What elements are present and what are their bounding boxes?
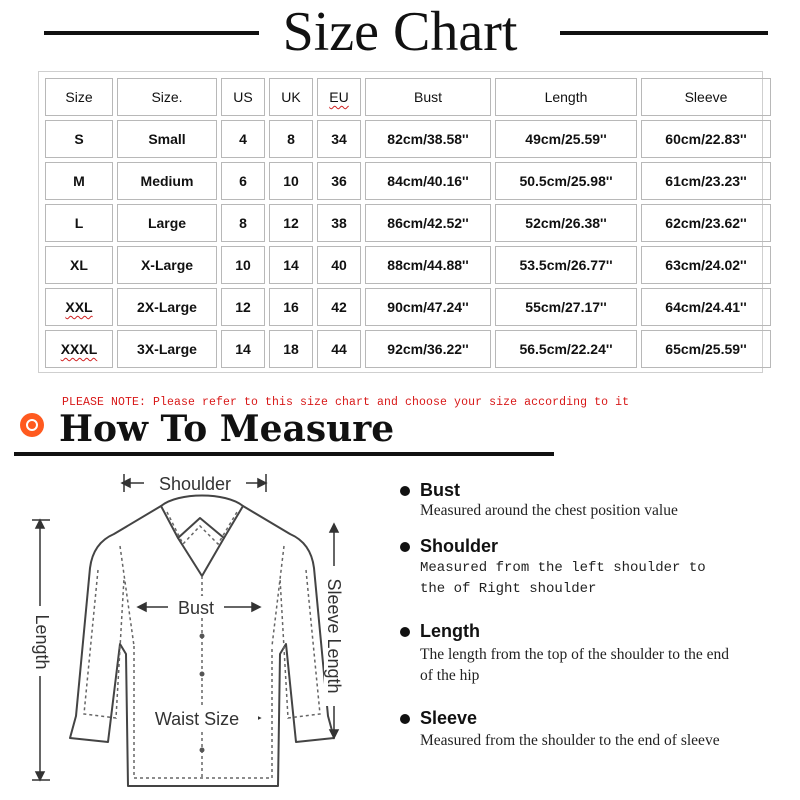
cell-uk: 10 <box>269 162 313 200</box>
cell-eu: 36 <box>317 162 361 200</box>
cell-length: 55cm/27.17'' <box>495 288 637 326</box>
cell-sleeve: 61cm/23.23'' <box>641 162 771 200</box>
bullet-icon <box>400 486 410 496</box>
table-header-row <box>45 78 771 116</box>
cell-us: 4 <box>221 120 265 158</box>
cell-size-name: Large <box>117 204 217 242</box>
measure-title: Sleeve <box>420 708 478 728</box>
cell-bust: 92cm/36.22'' <box>365 330 491 368</box>
cell-size-text: XXXL <box>60 341 98 357</box>
cell-us: 10 <box>221 246 265 284</box>
shirt-collar <box>161 506 243 538</box>
cell-size-name: 3X-Large <box>117 330 217 368</box>
cell-size-name: Small <box>117 120 217 158</box>
how-to-measure-title: How To Measure <box>59 408 395 450</box>
table-row <box>45 204 771 242</box>
cell-sleeve: 64cm/24.41'' <box>641 288 771 326</box>
header-eu-text: EU <box>329 89 349 105</box>
cell-sleeve: 60cm/22.83'' <box>641 120 771 158</box>
cell-uk: 18 <box>269 330 313 368</box>
measure-title: Length <box>420 621 480 641</box>
shirt-outline <box>70 496 334 787</box>
size-note: PLEASE NOTE: Please refer to this size chart and choose your size according to it <box>62 396 630 409</box>
cell-bust: 82cm/38.58'' <box>365 120 491 158</box>
cell-eu: 40 <box>317 246 361 284</box>
cell-length: 50.5cm/25.98'' <box>495 162 637 200</box>
cell-size-name: X-Large <box>117 246 217 284</box>
diagram-label-length: Length <box>32 614 52 670</box>
measure-description: Measured from the shoulder to the end of sleeve <box>420 732 720 749</box>
bullet-icon <box>400 627 410 637</box>
shirt-measurement-diagram <box>28 466 368 796</box>
cell-size-name: Medium <box>117 162 217 200</box>
measure-title: Shoulder <box>420 536 499 556</box>
diagram-label-sleeve-length: Sleeve Length <box>324 578 344 694</box>
cell-uk: 12 <box>269 204 313 242</box>
table-row <box>45 330 771 368</box>
header-sleeve: Sleeve <box>641 78 771 116</box>
cell-length: 56.5cm/22.24'' <box>495 330 637 368</box>
cell-eu: 34 <box>317 120 361 158</box>
cell-sleeve: 63cm/24.02'' <box>641 246 771 284</box>
how-to-measure-rule <box>14 452 554 456</box>
cell-uk: 14 <box>269 246 313 284</box>
cell-size-name: 2X-Large <box>117 288 217 326</box>
table-row <box>45 288 771 326</box>
table-row <box>45 246 771 284</box>
cell-us: 8 <box>221 204 265 242</box>
cell-bust: 86cm/42.52'' <box>365 204 491 242</box>
table-row <box>45 120 771 158</box>
diagram-label-bust: Bust <box>177 598 215 618</box>
circle-bullet-icon <box>20 413 44 437</box>
bullet-icon <box>400 714 410 724</box>
cell-eu: 44 <box>317 330 361 368</box>
header-size-name: Size. <box>117 78 217 116</box>
diagram-label-waist: Waist Size <box>154 709 240 729</box>
cell-sleeve: 62cm/23.62'' <box>641 204 771 242</box>
size-chart-table <box>41 74 775 372</box>
header-bust: Bust <box>365 78 491 116</box>
cell-eu: 42 <box>317 288 361 326</box>
measure-description: The length from the top of the shoulder to the end of the hip <box>420 646 730 684</box>
cell-bust: 90cm/47.24'' <box>365 288 491 326</box>
cell-us: 14 <box>221 330 265 368</box>
page-title: Size Chart <box>282 1 518 63</box>
cell-us: 6 <box>221 162 265 200</box>
cell-sleeve: 65cm/25.59'' <box>641 330 771 368</box>
cell-uk: 8 <box>269 120 313 158</box>
header-size: Size <box>45 78 113 116</box>
cell-bust: 88cm/44.88'' <box>365 246 491 284</box>
cell-bust: 84cm/40.16'' <box>365 162 491 200</box>
cell-eu: 38 <box>317 204 361 242</box>
cell-size: M <box>45 162 113 200</box>
cell-size <box>45 288 113 326</box>
cell-size: S <box>45 120 113 158</box>
cell-length: 53.5cm/26.77'' <box>495 246 637 284</box>
cell-size <box>45 330 113 368</box>
diagram-label-shoulder: Shoulder <box>158 474 232 494</box>
header-us: US <box>221 78 265 116</box>
cell-length: 49cm/25.59'' <box>495 120 637 158</box>
cell-us: 12 <box>221 288 265 326</box>
cell-uk: 16 <box>269 288 313 326</box>
bullet-icon <box>400 542 410 552</box>
cell-size: L <box>45 204 113 242</box>
measure-description: Measured from the left shoulder to the of Right shoulder <box>420 560 706 597</box>
header-uk: UK <box>269 78 313 116</box>
header-length: Length <box>495 78 637 116</box>
cell-size: XL <box>45 246 113 284</box>
cell-size-text: XXL <box>65 299 93 315</box>
measure-description: Measured around the chest position value <box>420 502 678 519</box>
measure-title: Bust <box>420 480 460 500</box>
header-eu <box>317 78 361 116</box>
table-row <box>45 162 771 200</box>
cell-length: 52cm/26.38'' <box>495 204 637 242</box>
